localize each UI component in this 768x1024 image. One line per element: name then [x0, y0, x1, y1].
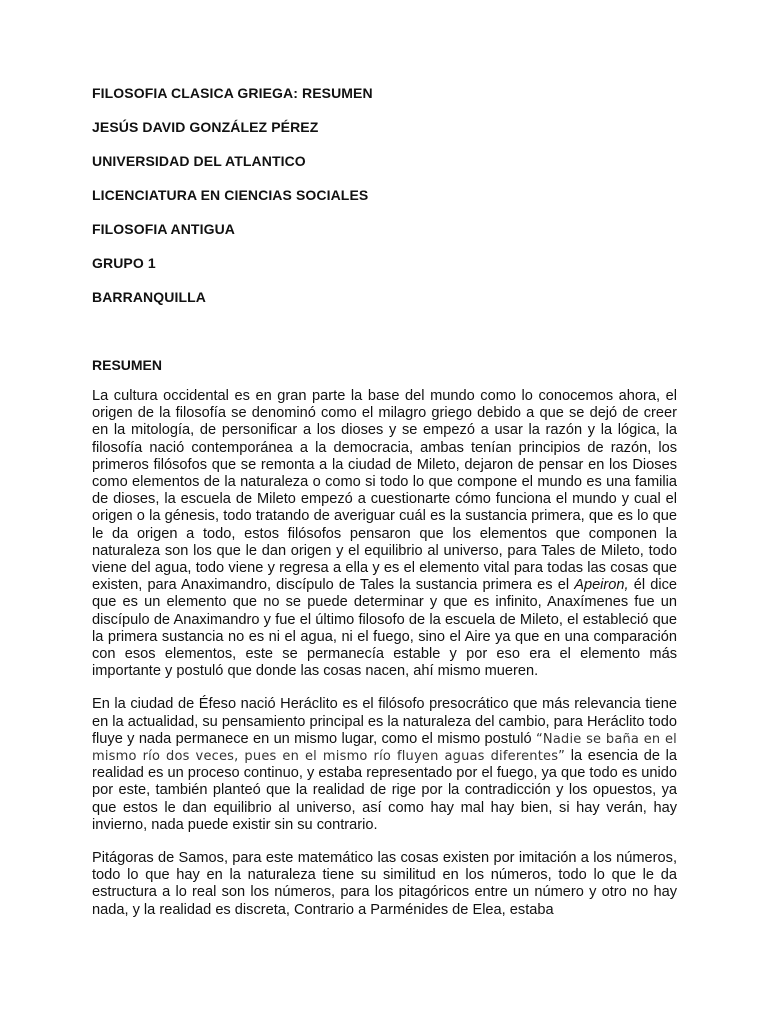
document-content [92, 84, 677, 935]
city-name: BARRANQUILLA [92, 289, 206, 305]
paragraph-2-text-a: En la ciudad de Éfeso nació Heráclito es el filósofo presocrático que más relevancia tiene en la actualidad, su pensamiento principal es la naturaleza del cambio, para Heráclito todo fluye y nada permanece en un mismo lugar, como el mismo postuló [92, 696, 677, 747]
paragraph-2 [92, 696, 677, 834]
university-name: UNIVERSIDAD DEL ATLANTICO [92, 153, 306, 169]
paragraph-1-text-a: La cultura occidental es en gran parte la base del mundo como lo conocemos ahora, el origen de la filosofía se denominó como el milagro griego debido a que se dejó de creer en la mitología, de personificar a los dioses y se empezó a usar la razón y la lógica, la filosofía nació contemporánea a la democracia, ambas tenían principios de razón, los primeros filósofos que se remonta a la ciudad de Mileto, dejaron de pensar en los Dioses como elementos de la naturaleza o como si todo lo que compone el mundo es una familia de dioses, la escuela de Mileto empezó a cuestionarte cómo funciona el mundo y cual el origen o la génesis, todo tratando de averiguar cuál es la sustancia primera, que es lo que le da origen a todo, estos filósofos pensaron que los elementos que componen la naturaleza son los que le dan origen y el equilibrio al universo, para Tales de Mileto, todo viene del agua, todo viene y regresa a ella y es el elemento vital para todas las cosas que existen, para Anaximandro, discípulo de Tales la sustancia primera es el [92, 388, 677, 594]
program-name: LICENCIATURA EN CIENCIAS SOCIALES [92, 187, 369, 203]
paragraph-1-text-b: él dice que es un elemento que no se puede determinar y que es infinito, Anaxímenes fue un discípulo de Anaximandro y fue el último filosofo de la escuela de Mileto, el estableció que la primera sustancia no es ni el agua, ni el fuego, sino el Aire ya que en una comparación con esos elementos, este se permanecía estable y por eso era el elemento más importante y postuló que donde las cosas nacen, ahí mismo mueren. [92, 577, 677, 680]
paragraph-2-text-b: la esencia de la realidad es un proceso continuo, y estaba representado por el fuego, ya que todo es unido por este, también planteó que la realidad de rige por la contradicción y los opuestos, ya que estos le dan equilibrio al universo, así como hay mal hay bien, si hay verán, hay invierno, nada puede existir sin su contrario. [92, 748, 677, 833]
document-title: FILOSOFIA CLASICA GRIEGA: RESUMEN [92, 85, 373, 101]
group-name: GRUPO 1 [92, 255, 156, 271]
course-name: FILOSOFIA ANTIGUA [92, 221, 235, 237]
section-title-resumen: RESUMEN [92, 357, 163, 373]
heraclitus-quote: “Nadie se baña en el mismo río dos veces, pues en el mismo río fluyen aguas diferentes” [92, 731, 677, 765]
paragraph-3: Pitágoras de Samos, para este matemático las cosas existen por imitación a los números, todo lo que hay en la naturaleza tiene su similitud en los números, todo lo que le da estructura a lo real son los números, para los pitagóricos entre un número y otro no hay nada, y la realidad es discreta, Contrario a Parménides de Elea, estaba [92, 850, 677, 918]
author-name: JESÚS DAVID GONZÁLEZ PÉREZ [92, 119, 319, 135]
paragraph-1 [92, 388, 677, 680]
apeiron-term: Apeiron, [574, 577, 629, 594]
